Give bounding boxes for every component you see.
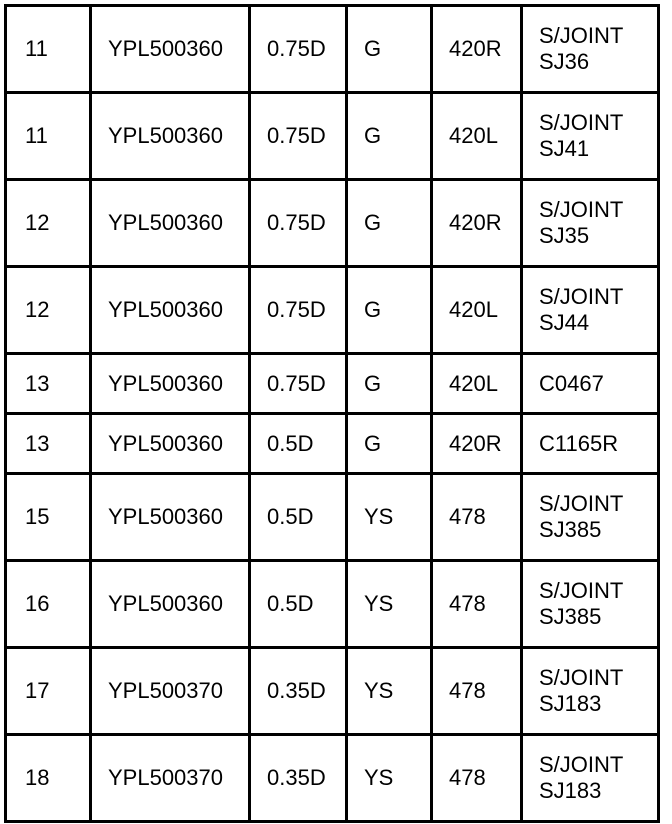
table-row [6, 267, 659, 354]
cell-size: 0.75D [250, 267, 347, 354]
joint-type: S/JOINT [539, 491, 624, 516]
joint-id: SJ36 [539, 49, 590, 74]
joint-id: C1165R [539, 430, 619, 456]
cell-size: 0.5D [250, 561, 347, 648]
cell-line-number: 12 [6, 267, 91, 354]
joint-id: SJ44 [539, 310, 590, 335]
cell-grade: YS [347, 474, 432, 561]
cell-joint [522, 93, 659, 180]
cell-line-number: 11 [6, 93, 91, 180]
cell-code: 478 [432, 735, 522, 822]
cell-grade: G [347, 180, 432, 267]
table-body [6, 6, 659, 822]
cell-code: 420R [432, 414, 522, 474]
cell-line-number: 11 [6, 6, 91, 93]
joint-type: S/JOINT [539, 284, 624, 309]
cell-grade: G [347, 354, 432, 414]
cell-part-number: YPL500360 [91, 180, 250, 267]
cell-part-number: YPL500360 [91, 93, 250, 180]
table-row [6, 180, 659, 267]
cell-joint [522, 735, 659, 822]
table-row [6, 93, 659, 180]
table-row [6, 735, 659, 822]
cell-part-number: YPL500360 [91, 414, 250, 474]
cell-grade: YS [347, 648, 432, 735]
joint-id: SJ385 [539, 604, 602, 629]
cell-code: 478 [432, 474, 522, 561]
cell-line-number: 15 [6, 474, 91, 561]
cell-joint [522, 474, 659, 561]
joint-type: S/JOINT [539, 110, 624, 135]
cell-code: 420L [432, 354, 522, 414]
cell-code: 420L [432, 267, 522, 354]
table-row [6, 648, 659, 735]
joint-type: S/JOINT [539, 752, 624, 777]
cell-grade: G [347, 267, 432, 354]
table-row [6, 414, 659, 474]
joint-type: S/JOINT [539, 197, 624, 222]
cell-code: 420R [432, 180, 522, 267]
joint-type: S/JOINT [539, 578, 624, 603]
cell-grade: YS [347, 561, 432, 648]
cell-size: 0.5D [250, 474, 347, 561]
cell-joint [522, 6, 659, 93]
joint-id: SJ35 [539, 223, 590, 248]
cell-line-number: 13 [6, 354, 91, 414]
table-row [6, 354, 659, 414]
cell-joint [522, 354, 659, 414]
joint-id: SJ41 [539, 136, 590, 161]
cell-joint [522, 180, 659, 267]
cell-joint [522, 414, 659, 474]
joint-type: S/JOINT [539, 23, 624, 48]
cell-line-number: 18 [6, 735, 91, 822]
cell-part-number: YPL500370 [91, 648, 250, 735]
cell-joint [522, 648, 659, 735]
cell-part-number: YPL500370 [91, 735, 250, 822]
cell-code: 478 [432, 648, 522, 735]
cell-code: 420R [432, 6, 522, 93]
cell-grade: G [347, 6, 432, 93]
cell-code: 478 [432, 561, 522, 648]
table-row [6, 561, 659, 648]
cell-line-number: 13 [6, 414, 91, 474]
cell-size: 0.75D [250, 354, 347, 414]
cell-line-number: 17 [6, 648, 91, 735]
cell-size: 0.5D [250, 414, 347, 474]
cell-part-number: YPL500360 [91, 267, 250, 354]
cell-joint [522, 267, 659, 354]
cell-grade: G [347, 93, 432, 180]
cell-size: 0.75D [250, 6, 347, 93]
cell-part-number: YPL500360 [91, 6, 250, 93]
parts-table [4, 4, 660, 823]
cell-joint [522, 561, 659, 648]
cell-grade: YS [347, 735, 432, 822]
joint-id: SJ385 [539, 517, 602, 542]
joint-id: SJ183 [539, 691, 602, 716]
cell-grade: G [347, 414, 432, 474]
cell-size: 0.75D [250, 180, 347, 267]
cell-part-number: YPL500360 [91, 474, 250, 561]
joint-id: SJ183 [539, 778, 602, 803]
cell-part-number: YPL500360 [91, 354, 250, 414]
cell-size: 0.35D [250, 648, 347, 735]
cell-size: 0.75D [250, 93, 347, 180]
cell-line-number: 16 [6, 561, 91, 648]
table-row [6, 474, 659, 561]
cell-size: 0.35D [250, 735, 347, 822]
joint-id: C0467 [539, 370, 604, 396]
cell-part-number: YPL500360 [91, 561, 250, 648]
cell-code: 420L [432, 93, 522, 180]
table-row [6, 6, 659, 93]
joint-type: S/JOINT [539, 665, 624, 690]
cell-line-number: 12 [6, 180, 91, 267]
